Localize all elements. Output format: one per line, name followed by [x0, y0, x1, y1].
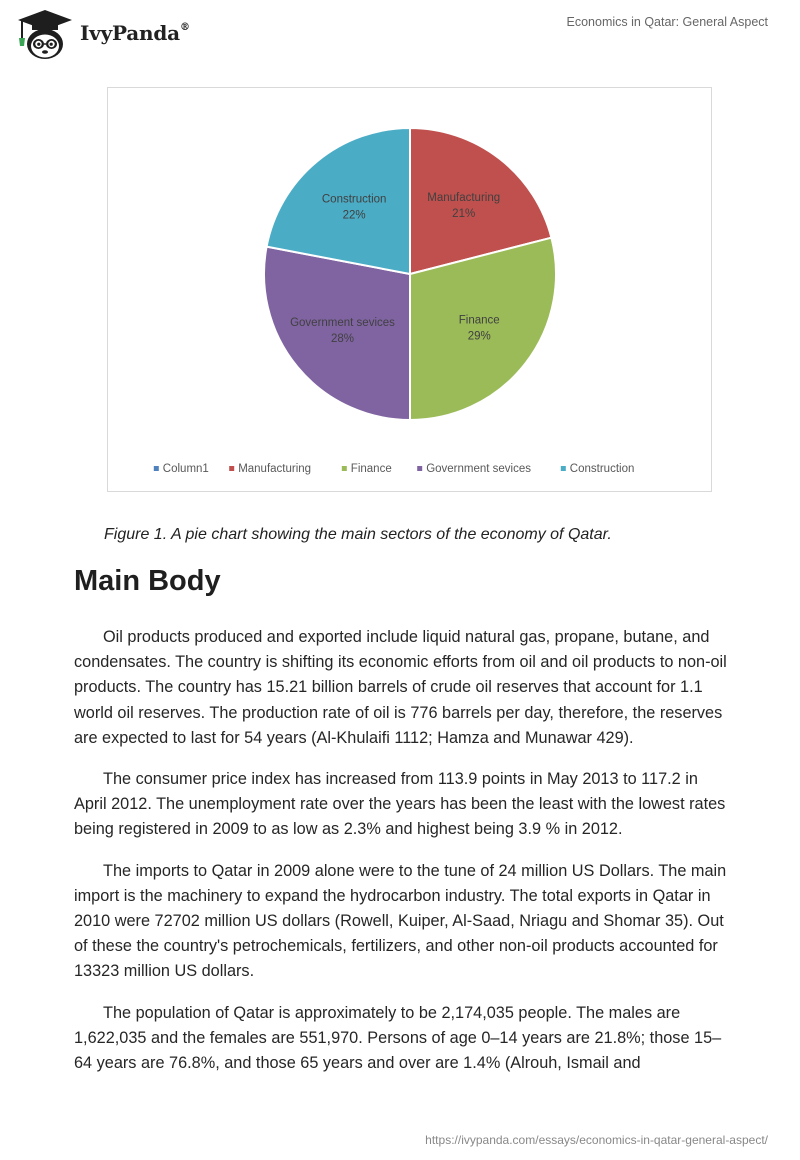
slice-value-label: 28%: [330, 332, 355, 345]
section-heading: Main Body: [74, 565, 221, 597]
page-header: [0, 0, 800, 70]
paragraph: Oil products produced and exported include liquid natural gas, propane, butane, and condensates. The country is shifting its economic efforts from oil and oil products to non-oil products. The country has 15.21 billion barrels of crude oil reserves that account for 1.1 world oil reserves. The production rate of oil is 776 barrels per day, therefore, the reserves are expected to last for 54 years (Al-Khulaifi 1112; Hamza and Munawar 429).: [74, 628, 727, 747]
figure-caption: Figure 1. A pie chart showing the main sectors of the economy of Qatar.: [104, 526, 612, 543]
slice-label: Finance: [458, 314, 500, 327]
legend-swatch: [417, 466, 422, 471]
footer-url[interactable]: https://ivypanda.com/essays/economics-in-qatar-general-aspect/: [425, 1133, 768, 1147]
legend-entry: Finance: [350, 463, 392, 475]
legend-swatch: [561, 466, 566, 471]
pie-chart-figure: [107, 87, 712, 492]
slice-label: Government sevices: [290, 316, 395, 329]
pie-chart: [108, 88, 713, 493]
paragraph: The imports to Qatar in 2009 alone were to the tune of 24 million US Dollars. The main import is the machinery to expand the hydrocarbon industry. The total exports in Qatar in 2010 were 72702 million US dollars (Rowell, Kuiper, Al-Saad, Nriagu and Shomar 35). Out of these the country's petrochemicals, fertilizers, and other non-oil products accounted for 13323 million US dollars.: [74, 861, 727, 981]
legend-swatch: [342, 466, 347, 471]
brand-name[interactable]: IvyPanda®: [80, 21, 190, 45]
paragraph: The consumer price index has increased from 113.9 points in May 2013 to 117.2 in April 2012. The unemployment rate over the years has been the least with the lowest rates being registered in 2009 to as low as 2.3% and highest being 3.9 % in 2012.: [74, 770, 726, 839]
legend-swatch: [154, 466, 159, 471]
slice-value-label: 22%: [342, 209, 366, 222]
legend-entry: Manufacturing: [238, 463, 312, 475]
slice-value-label: 21%: [452, 207, 476, 220]
legend-swatch: [229, 466, 234, 471]
slice-label: Manufacturing: [427, 191, 501, 204]
ivypanda-logo-icon[interactable]: [14, 8, 76, 62]
legend-entry: Construction: [569, 463, 635, 475]
slice-value-label: 29%: [467, 330, 491, 343]
paragraph: The population of Qatar is approximately to be 2,174,035 people. The males are 1,622,035 and the females are 551,970. Persons of age 0–14 years are 21.8%; those 15–64 years are 76.8%, and those 65 years and over are 1.4% (Alrouh, Ismail and: [74, 1003, 722, 1073]
article-body: [74, 625, 734, 1092]
legend-entry: Government sevices: [426, 463, 532, 475]
slice-label: Construction: [321, 193, 387, 206]
document-title: Economics in Qatar: General Aspect: [566, 15, 768, 29]
legend-entry: Column1: [162, 463, 209, 475]
